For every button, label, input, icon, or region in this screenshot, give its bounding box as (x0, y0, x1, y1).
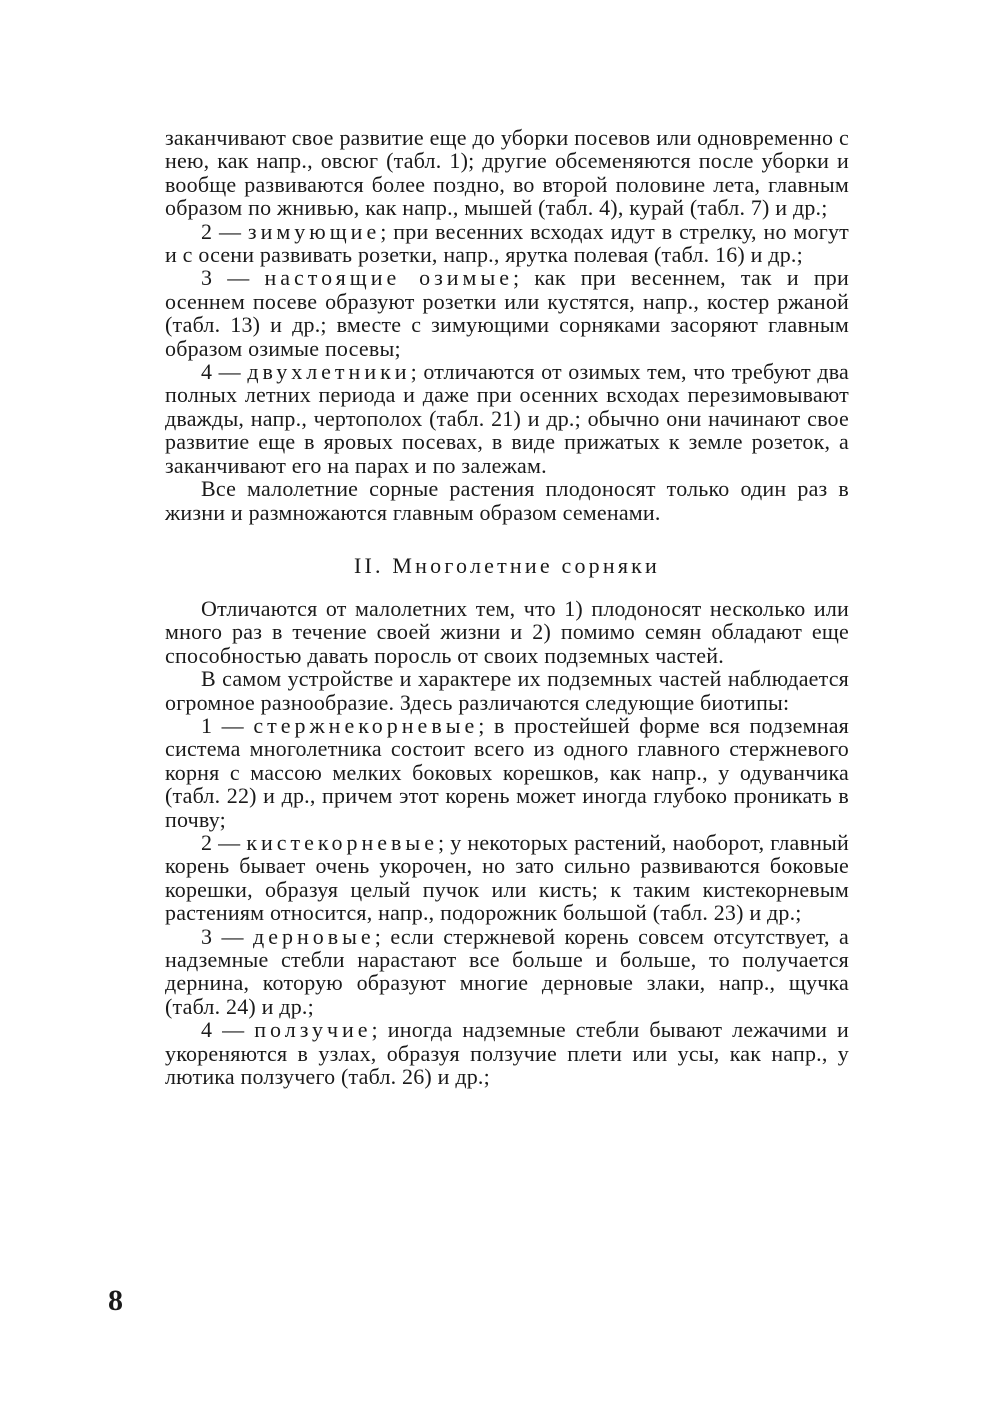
term-biennial: двухлетники (247, 359, 411, 385)
paragraph-biotype-creeping (165, 1018, 849, 1088)
section-title: Многолетние сорняки (392, 552, 661, 578)
paragraph-biotype-fibrous (165, 831, 849, 925)
section-heading (165, 554, 849, 578)
paragraph-continuation: заканчивают свое развитие еще до уборки посевов или одновременно с нею, как напр., овсюг (табл. 1); другие обсеменяются после уборки и вообще развиваются более поздно, во второй половине лета, главным образом по жнивью, как напр., мышей (табл. 4), курай (табл. 7) и др.; (165, 125, 849, 221)
paragraph-text: ; при весенних всходах идут в стрелку, но могут и с осени развивать розетки, напр., ярутка полевая (табл. 16) и др.; (165, 218, 849, 268)
paragraph-text: ; у некоторых растений, наоборот, главный корень бывает очень укорочен, но зато сильно развиваются боковые корешки, образуя целый пучок или кисть; к таким кистекорневым растениям относится, напр., подорожник большой (табл. 23) и др.; (165, 829, 849, 926)
list-number: 3 — (201, 265, 265, 291)
paragraph-text: ; отличаются от озимых тем, что требуют два полных летних периода и даже при осенних всходах перезимовывают дважды, напр., чертополох (табл. 21) и др.; обычно они начинают свое развитие еще в яровых посевах, в виде прижатых к земле розеток, а заканчивают его на парах и по залежам. (165, 359, 849, 478)
list-number: 4 — (201, 1017, 255, 1043)
term-fibrous: кистекорневые (246, 829, 438, 855)
paragraph-biotype-biennial (165, 360, 849, 477)
paragraph-text: ; если стержневой корень совсем отсутствует, а надземные стебли нарастают все больше и больше, то получается дернина, которую образуют многие дерновые злаки, напр., щучка (табл. 24) и др.; (165, 923, 849, 1019)
paragraph-biotype-wintering (165, 220, 849, 267)
term-sod: дерновые (253, 923, 375, 949)
term-true-winter: настоящие озимые (264, 265, 514, 291)
list-number: 4 — (201, 359, 248, 385)
paragraph-biotype-true-winter (165, 266, 849, 360)
list-number: 3 — (201, 923, 254, 949)
paragraph-underground-parts: В самом устройстве и характере их подземных частей наблюдается огромное разнообразие. Здесь различаются следующие биотипы: (165, 666, 849, 715)
term-taproot: стержнекорневые (253, 712, 479, 738)
term-creeping: ползучие (254, 1017, 372, 1043)
section-numeral: II. (353, 552, 384, 578)
term-wintering: зимующие (247, 218, 381, 244)
paragraph-text: ; как при весеннем, так и при осеннем посеве образуют розетки или кустятся, напр., костер ржаной (табл. 13) и др.; вместе с зимующими сорняками засоряют главным образом озимые посевы; (165, 265, 849, 361)
paragraph-perennial-intro: Отличаются от малолетних тем, что 1) плодоносят несколько или много раз в течение своей жизни и 2) помимо семян обладают еще способностью давать поросль от своих подземных частей. (165, 595, 849, 668)
list-number: 1 — (201, 712, 254, 738)
paragraph-biotype-taproot (165, 714, 849, 831)
page-number: 8 (108, 1284, 123, 1317)
paragraph-summary: Все малолетние сорные растения плодоносят только один раз в жизни и размножаются главным образом семенами. (165, 476, 849, 525)
page-body (165, 126, 849, 1088)
list-number: 2 — (201, 829, 247, 855)
list-number: 2 — (201, 218, 248, 244)
paragraph-text: ; иногда надземные стебли бывают лежачими и укореняются в узлах, образуя ползучие плети или усы, как напр., у лютика ползучего (табл. 26) и др.; (165, 1017, 849, 1090)
paragraph-text: ; в простейшей форме вся подземная система многолетника состоит всего из одного главного стержневого корня с массою мелких боковых корешков, как напр., у одуванчика (табл. 22) и др., причем этот корень может иногда глубоко проникать в почву; (165, 712, 849, 832)
paragraph-biotype-sod (165, 925, 849, 1019)
